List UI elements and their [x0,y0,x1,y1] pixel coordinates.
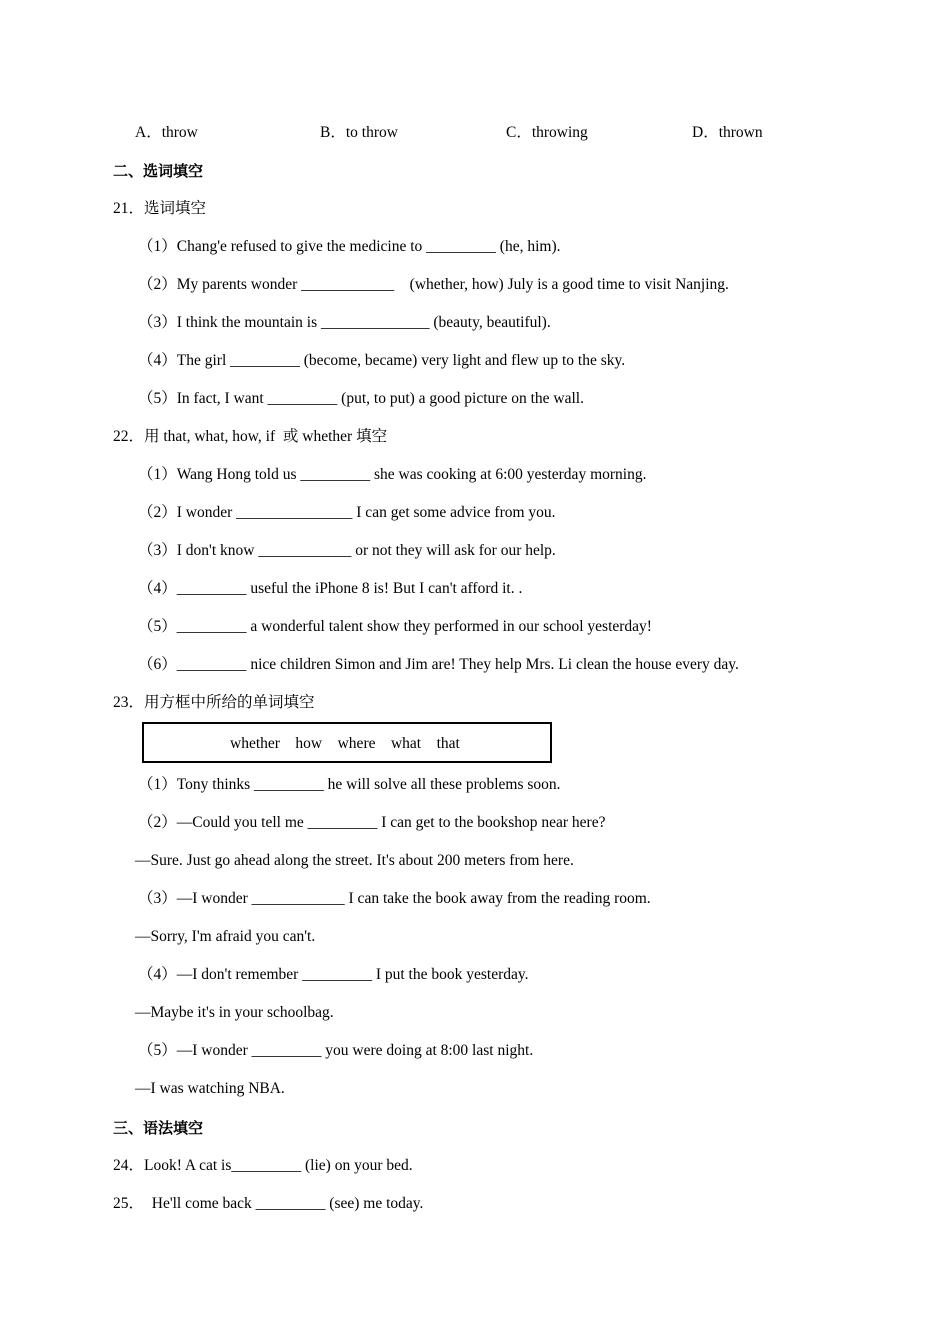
word-box-words: whether how where what that [230,735,460,752]
word-box [142,722,552,763]
option-a [135,123,198,143]
q23-line-5: —Sorry, I'm afraid you can't. [135,928,316,945]
option-letter: D． [692,124,719,141]
q22-title: 22．用 that, what, how, if 或 whether 填空 [113,428,388,445]
q23-line-1: （1）Tony thinks _________ he will solve all these problems soon. [138,776,561,793]
q21-title: 21．选词填空 [113,200,207,217]
q23-line-4: （3）—I wonder ____________ I can take the book away from the reading room. [138,890,651,907]
option-b [320,123,398,143]
q24: 24．Look! A cat is_________ (lie) on your bed. [113,1157,413,1174]
option-c [506,123,588,143]
section-3-heading: 三、语法填空 [113,1119,204,1137]
q25: 25． He'll come back _________ (see) me today. [113,1195,424,1212]
q22-item-5: （5）_________ a wonderful talent show they performed in our school yesterday! [138,618,652,635]
q23-line-6: （4）—I don't remember _________ I put the book yesterday. [138,966,529,983]
option-letter: B． [320,124,346,141]
q22-item-4: （4）_________ useful the iPhone 8 is! But I can't afford it. . [138,580,523,597]
option-text: to throw [345,124,398,141]
option-d [692,123,763,143]
q23-title: 23．用方框中所给的单词填空 [113,694,315,711]
option-text: throw [161,124,198,141]
q21-item-3: （3）I think the mountain is ______________ (beauty, beautiful). [138,314,551,331]
section-2-heading: 二、选词填空 [113,162,204,180]
q21-item-1: （1）Chang'e refused to give the medicine to _________ (he, him). [138,238,561,255]
q22-item-3: （3）I don't know ____________ or not they will ask for our help. [138,542,556,559]
q23-line-2: （2）—Could you tell me _________ I can get to the bookshop near here? [138,814,606,831]
q23-line-9: —I was watching NBA. [135,1080,285,1097]
q23-line-7: —Maybe it's in your schoolbag. [135,1004,334,1021]
option-letter: A． [135,124,162,141]
q22-item-6: （6）_________ nice children Simon and Jim are! They help Mrs. Li clean the house every day. [138,656,739,673]
q21-item-5: （5）In fact, I want _________ (put, to put) a good picture on the wall. [138,390,584,407]
option-text: thrown [718,124,763,141]
q23-line-8: （5）—I wonder _________ you were doing at 8:00 last night. [138,1042,534,1059]
option-text: throwing [531,124,588,141]
q22-item-1: （1）Wang Hong told us _________ she was cooking at 6:00 yesterday morning. [138,466,647,483]
q23-line-3: —Sure. Just go ahead along the street. It's about 200 meters from here. [135,852,574,869]
option-letter: C． [506,124,532,141]
q21-item-2: （2）My parents wonder ____________ (whether, how) July is a good time to visit Nanjing. [138,276,729,293]
q21-item-4: （4）The girl _________ (become, became) very light and flew up to the sky. [138,352,626,369]
q22-item-2: （2）I wonder _______________ I can get some advice from you. [138,504,556,521]
